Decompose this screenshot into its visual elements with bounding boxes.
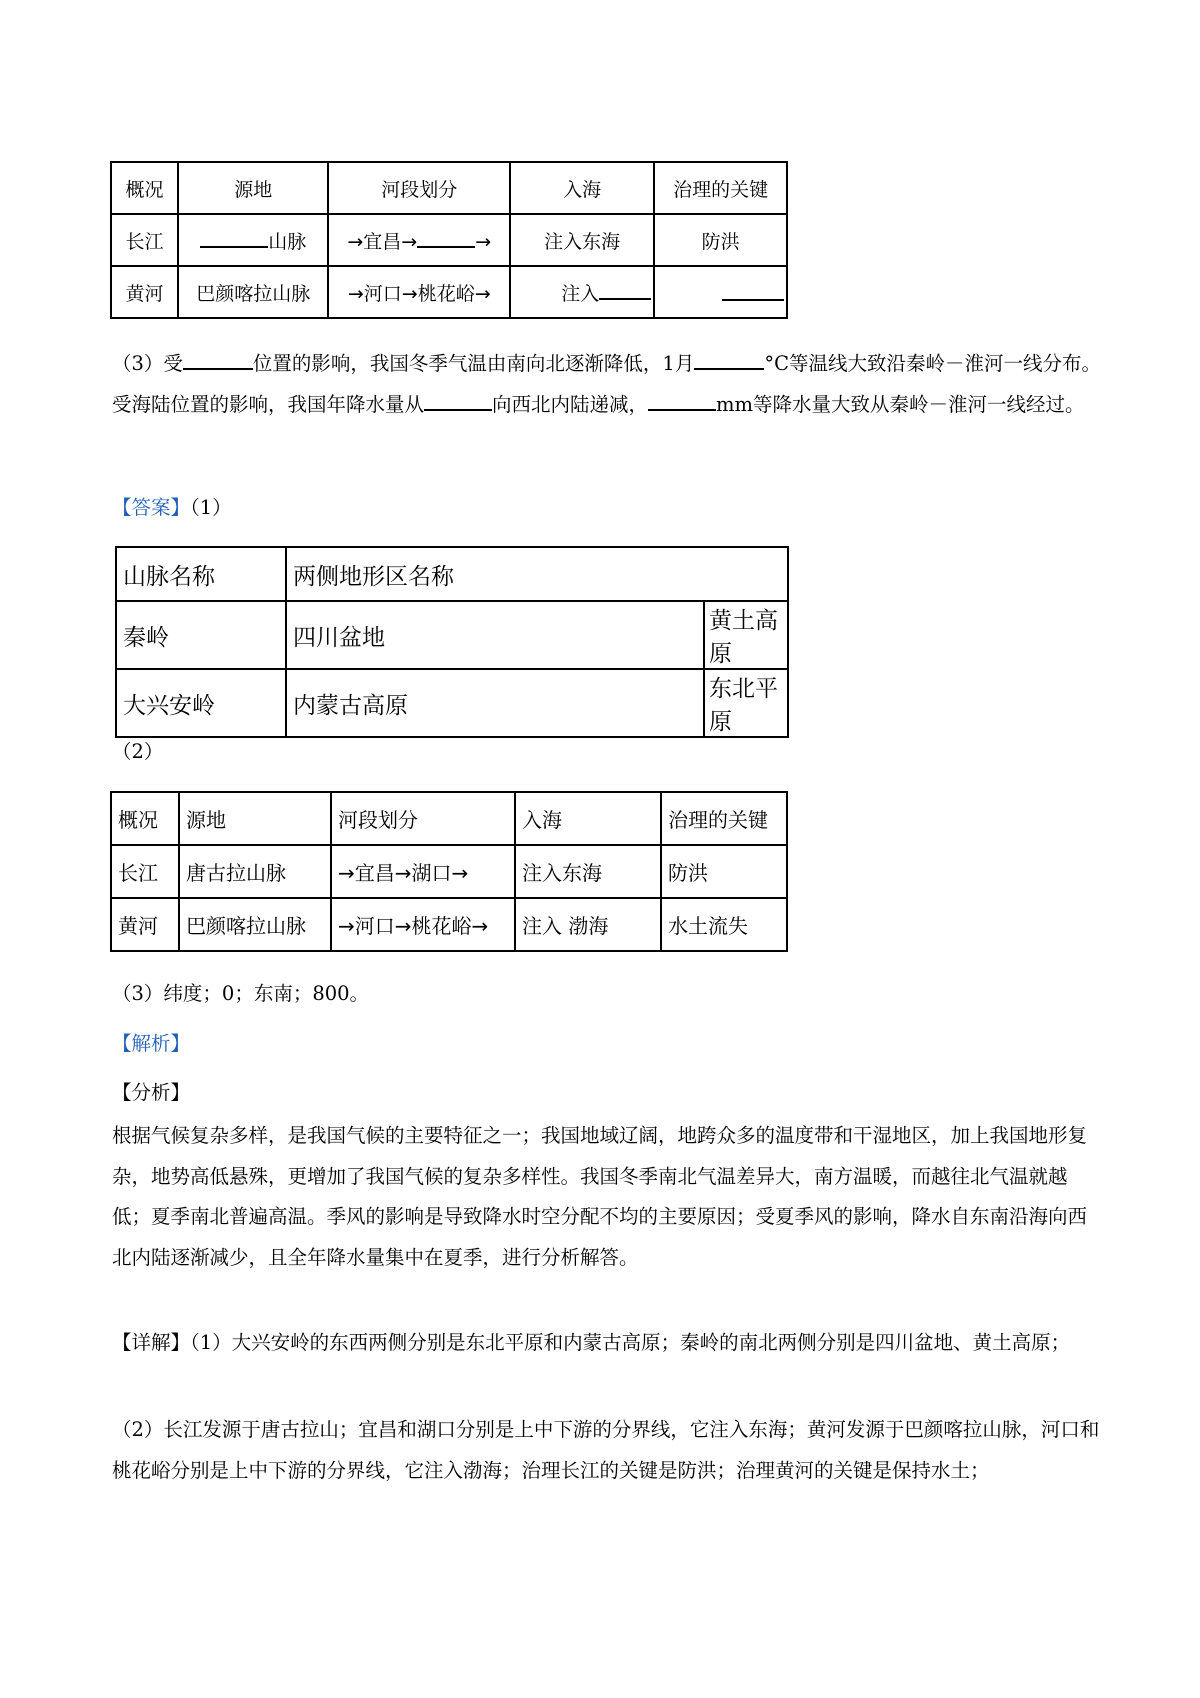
- analysis-label: 【解析】: [112, 1032, 191, 1055]
- detail-2: （2）长江发源于唐古拉山；宜昌和湖口分别是上中下游的分界线，它注入东海；黄河发源于巴颜喀拉山脉，河口和桃花峪分别是上中下游的分界线，它注入渤海；治理长江的关键是防洪；治理黄河的关键是保持水土；: [112, 1418, 1100, 1482]
- blank-line: [417, 226, 475, 248]
- segment-cell: →河口→桃花峪→: [328, 266, 510, 318]
- q3-text: mm等降水量大致从秦岭－淮河一线经过。: [716, 392, 1085, 416]
- analysis-text: 根据气候复杂多样，是我国气候的主要特征之一；我国地域辽阔，地跨众多的温度带和干湿地区，加上我国地形复杂，地势高低悬殊，更增加了我国气候的复杂多样性。我国冬季南北气温差异大，南方温暖，而越往北气温就越低；夏季南北普遍高温。季风的影响是导致降水时空分配不均的主要原因；受夏季风的影响，降水自东南沿海向西北内陆逐渐减少，且全年降水量集中在夏季，进行分析解答。: [112, 1124, 1088, 1269]
- table-header-row: [111, 792, 787, 845]
- header-cell: 源地: [179, 792, 331, 845]
- answer-part-3-text: （3）纬度；0；东南；800。: [112, 982, 370, 1005]
- table-header-row: [116, 547, 788, 601]
- sea-cell: [510, 266, 654, 318]
- blank-line: [648, 389, 716, 411]
- detail-label: 【详解】: [112, 1331, 191, 1354]
- region-cell: 内蒙古高原: [286, 669, 704, 737]
- key-cell: 防洪: [654, 214, 787, 266]
- source-suffix: 山脉: [268, 231, 307, 253]
- blank-line: [694, 348, 764, 370]
- table-cell: 长江: [111, 845, 179, 898]
- answer-part-2: [112, 732, 1102, 773]
- analysis-heading: [112, 1024, 1102, 1065]
- table-row: [111, 266, 787, 318]
- answer-part-1: （1）: [190, 496, 232, 519]
- river-name-cell: 长江: [111, 214, 178, 266]
- blank-line: [722, 279, 784, 301]
- answer-label: 【答案】: [112, 496, 191, 519]
- header-cell: 概况: [111, 162, 178, 214]
- header-cell: 入海: [510, 162, 654, 214]
- header-cell: 源地: [178, 162, 328, 214]
- blank-line: [183, 348, 253, 370]
- detail-1: [112, 1323, 1102, 1364]
- table-cell: →河口→桃花峪→: [331, 898, 515, 951]
- analysis-sub-heading: [112, 1073, 1102, 1114]
- answer-part-2-label: （2）: [112, 740, 164, 763]
- source-cell: [178, 214, 328, 266]
- header-cell: 两侧地形区名称: [286, 547, 788, 601]
- segment-cell: [328, 214, 510, 266]
- table-cell: 注入东海: [515, 845, 661, 898]
- q3-text: （3）受: [112, 352, 183, 375]
- table-cell: 防洪: [661, 845, 787, 898]
- table-row: [111, 898, 787, 951]
- table-cell: →宜昌→湖口→: [331, 845, 515, 898]
- key-cell: [654, 266, 787, 318]
- table-cell: 注入 渤海: [515, 898, 661, 951]
- sea-cell: 注入东海: [510, 214, 654, 266]
- source-cell: 巴颜喀拉山脉: [178, 266, 328, 318]
- analysis-sub-label: 【分析】: [112, 1081, 191, 1104]
- question-river-table: [110, 161, 788, 319]
- answer-part-3: [112, 974, 1102, 1015]
- answer-mountain-table: [115, 546, 789, 738]
- header-cell: 治理的关键: [661, 792, 787, 845]
- region-cell: 四川盆地: [286, 601, 704, 669]
- question-3: [112, 344, 1102, 425]
- segment-arrow: →: [475, 231, 492, 253]
- q3-text: °C等温线大致沿秦岭－淮河一线分布。受海陆位置的影响，我国年降水量从: [112, 352, 1102, 416]
- mountain-cell: 秦岭: [116, 601, 286, 669]
- table-header-row: [111, 162, 787, 214]
- header-cell: 概况: [111, 792, 179, 845]
- header-cell: 河段划分: [331, 792, 515, 845]
- table-row: [111, 845, 787, 898]
- blank-line: [200, 226, 268, 248]
- segment-text: →宜昌→: [347, 231, 418, 253]
- detail-1-text: （1）大兴安岭的东西两侧分别是东北平原和内蒙古高原；秦岭的南北两侧分别是四川盆地、黄土高原；: [190, 1331, 1071, 1354]
- answer-river-table: [110, 791, 788, 952]
- header-cell: 治理的关键: [654, 162, 787, 214]
- river-name-cell: 黄河: [111, 266, 178, 318]
- table-cell: 黄河: [111, 898, 179, 951]
- table-row: [116, 669, 788, 737]
- table-cell: 巴颜喀拉山脉: [179, 898, 331, 951]
- table-row: [116, 601, 788, 669]
- sea-prefix: 注入: [561, 283, 600, 305]
- q3-text: 向西北内陆递减，: [492, 392, 649, 416]
- region-cell: 东北平原: [704, 669, 788, 737]
- region-cell: 黄土高原: [704, 601, 788, 669]
- header-cell: 山脉名称: [116, 547, 286, 601]
- table-row: [111, 214, 787, 266]
- header-cell: 河段划分: [328, 162, 510, 214]
- table-cell: 唐古拉山脉: [179, 845, 331, 898]
- blank-line: [599, 278, 651, 300]
- mountain-cell: 大兴安岭: [116, 669, 286, 737]
- table-cell: 水土流失: [661, 898, 787, 951]
- header-cell: 入海: [515, 792, 661, 845]
- answer-heading: [112, 488, 1102, 529]
- q3-text: 位置的影响，我国冬季气温由南向北逐渐降低，1月: [252, 352, 695, 375]
- blank-line: [424, 389, 492, 411]
